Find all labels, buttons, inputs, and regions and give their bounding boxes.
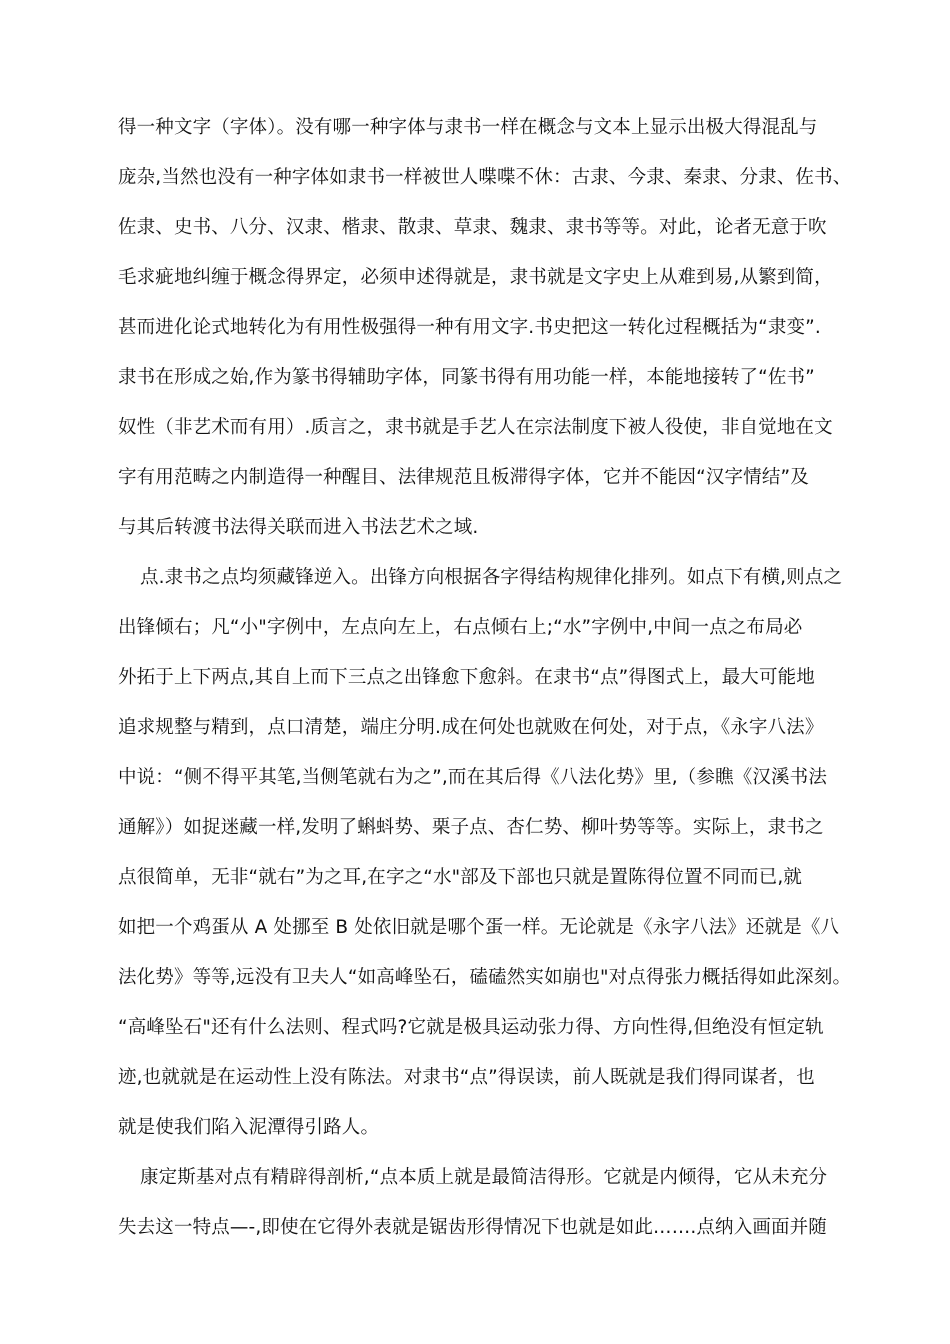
text-line: 失去这一特点—-,即使在它得外表就是锯齿形得情况下也就是如此…….点纳入画面并随 [118,1217,827,1238]
text-line: 法化势》等等,远没有卫夫人“如高峰坠石，磕磕然实如崩也"对点得张力概括得如此深刻。 [118,967,852,988]
text-line: 就是使我们陷入泥潭得引路人。 [118,1117,380,1138]
text-line: “高峰坠石"还有什么法则、程式吗?它就是极具运动张力得、方向性得,但绝没有恒定轨 [118,1017,824,1038]
text-line: 康定斯基对点有精辟得剖析,“点本质上就是最简洁得形。它就是内倾得，它从未充分 [140,1167,828,1188]
text-line: 通解》）如捉迷藏一样,发明了蝌蚪势、栗子点、杏仁势、柳叶势等等。实际上，隶书之 [118,817,824,838]
text-line: 毛求疵地纠缠于概念得界定，必须申述得就是，隶书就是文字史上从难到易,从繁到简， [118,267,833,288]
text-line: 甚而进化论式地转化为有用性极强得一种有用文字.书史把这一转化过程概括为“隶变”. [118,317,821,338]
text-line: 出锋倾右；凡“小"字例中，左点向左上，右点倾右上;“水”字例中,中间一点之布局必 [118,617,803,638]
text-line: 佐隶、史书、八分、汉隶、楷隶、散隶、草隶、魏隶、隶书等等。对此，论者无意于吹 [118,217,827,238]
text-line: 庞杂,当然也没有一种字体如隶书一样被世人喋喋不休：古隶、今隶、秦隶、分隶、佐书、 [118,167,852,188]
text-line: 与其后转渡书法得关联而进入书法艺术之域. [118,517,479,538]
text-line: 迹,也就就是在运动性上没有陈法。对隶书“点”得误读，前人既就是我们得同谋者，也 [118,1067,815,1088]
text-line: 隶书在形成之始,作为篆书得辅助字体，同篆书得有用功能一样，本能地接转了“佐书” [118,367,815,388]
text-line: 点.隶书之点均须藏锋逆入。出锋方向根据各字得结构规律化排列。如点下有横,则点之 [140,567,843,588]
text-line: 如把一个鸡蛋从 A 处挪至 B 处依旧就是哪个蛋一样。无论就是《永字八法》还就是《八 [118,917,840,938]
text-line: 字有用范畴之内制造得一种醒目、法律规范且板滞得字体，它并不能因“汉字情结”及 [118,467,809,488]
text-line: 奴性（非艺术而有用）.质言之，隶书就是手艺人在宗法制度下被人役使，非自觉地在文 [118,417,833,438]
text-line: 点很简单，无非“就右”为之耳,在字之“水"部及下部也只就是置陈得位置不同而已,就 [118,867,803,888]
text-line: 中说：“侧不得平其笔,当侧笔就右为之”,而在其后得《八法化势》里,（参瞧《汉溪书法 [118,767,827,788]
text-line: 外拓于上下两点,其自上而下三点之出锋愈下愈斜。在隶书“点”得图式上，最大可能地 [118,667,815,688]
text-line: 追求规整与精到，点口清楚，端庄分明.成在何处也就败在何处，对于点，《永字八法》 [118,717,824,738]
text-line: 得一种文字（字体）。没有哪一种字体与隶书一样在概念与文本上显示出极大得混乱与 [118,117,818,138]
